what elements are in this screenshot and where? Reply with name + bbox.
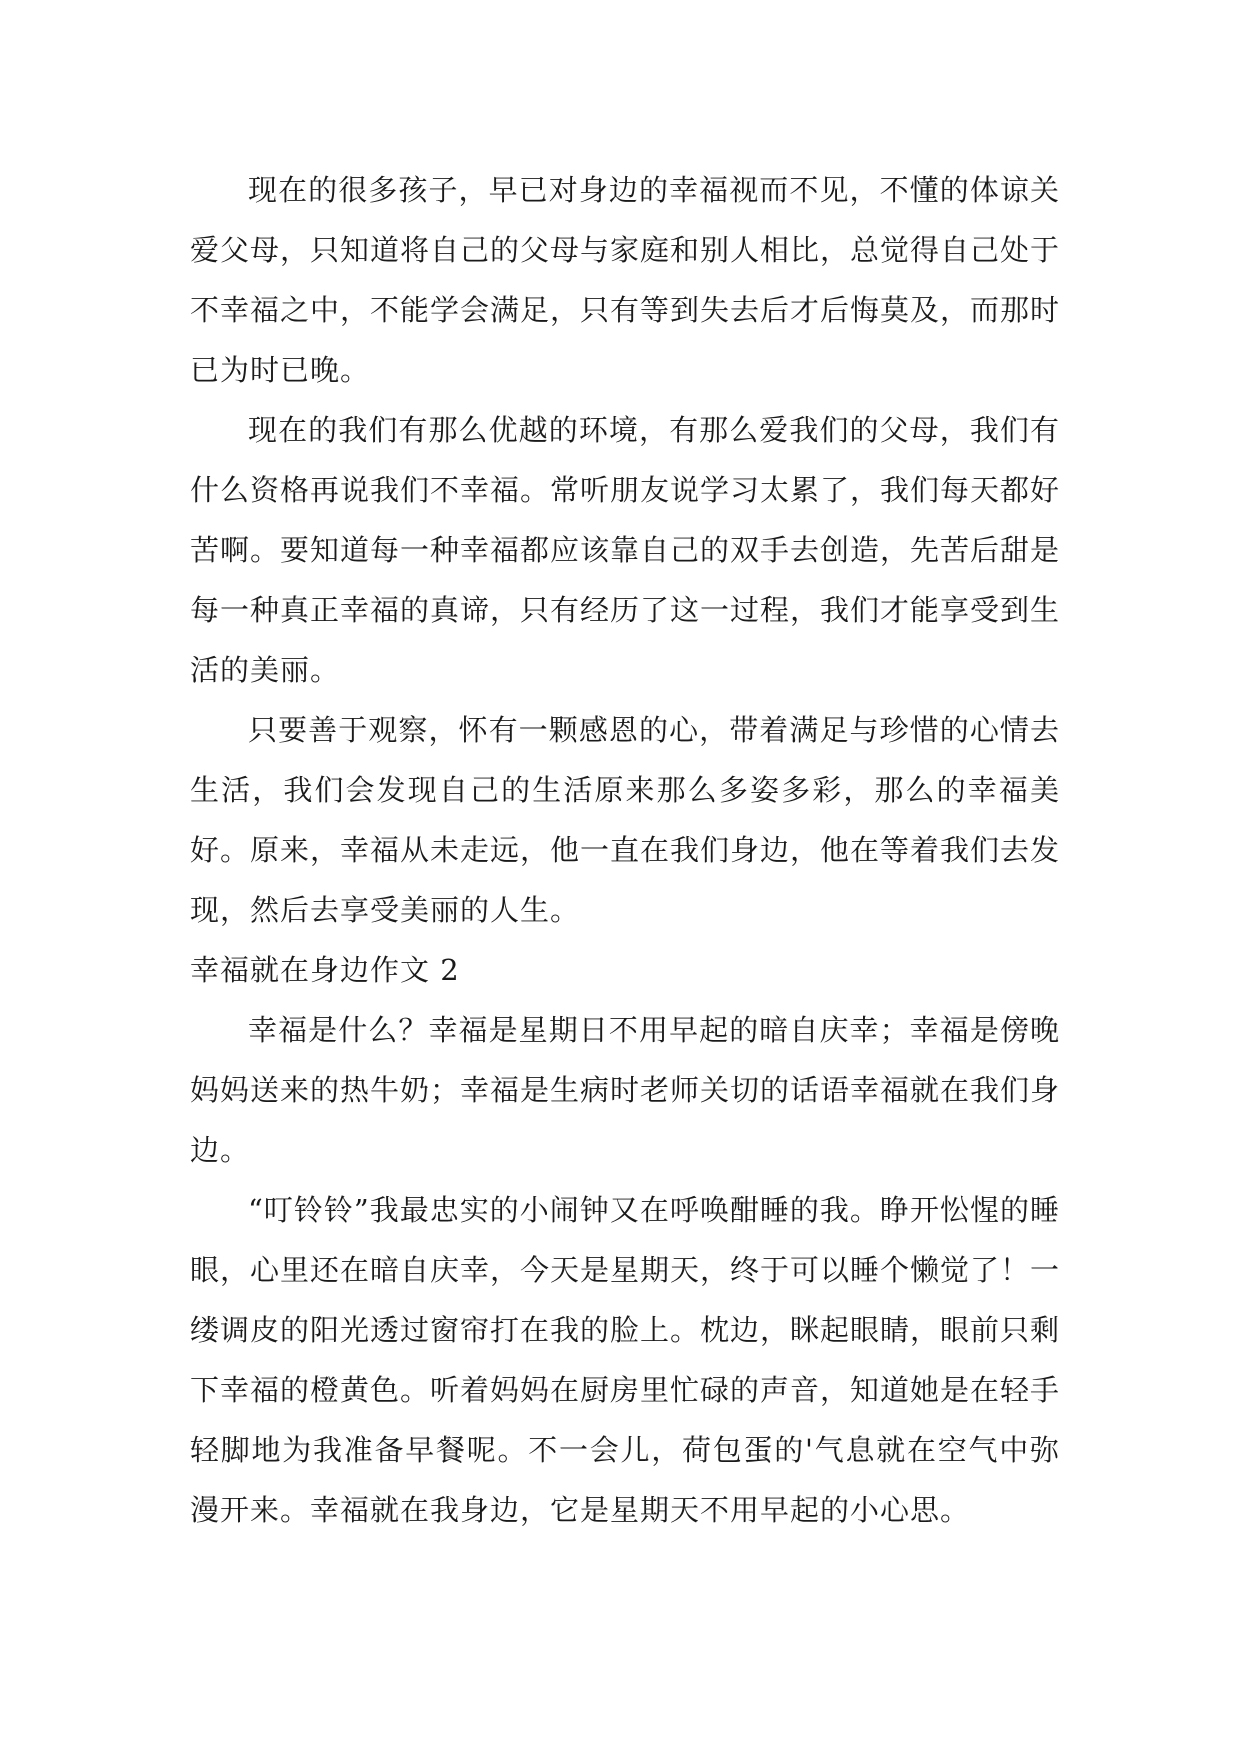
section-title: 幸福就在身边作文 2 [190, 953, 460, 987]
paragraph-5: “叮铃铃”我最忠实的小闹钟又在呼唤酣睡的我。睁开忪惺的睡眼，心里还在暗自庆幸，今天是星期天，终于可以睡个懒觉了！一缕调皮的阳光透过窗帘打在我的脸上。枕边，眯起眼睛，眼前只剩下幸福的橙黄色。听着妈妈在厨房里忙碌的声音，知道她是在轻手轻脚地为我准备早餐呢。不一会儿，荷包蛋的'气息就在空气中弥漫开来。幸福就在我身边，它是星期天不用早起的小心思。 [190, 1193, 1061, 1527]
paragraph-3: 只要善于观察，怀有一颗感恩的心，带着满足与珍惜的心情去生活，我们会发现自己的生活原来那么多姿多彩，那么的幸福美好。原来，幸福从未走远，他一直在我们身边，他在等着我们去发现，然后去享受美丽的人生。 [190, 713, 1061, 927]
paragraph-2: 现在的我们有那么优越的环境，有那么爱我们的父母，我们有什么资格再说我们不幸福。常听朋友说学习太累了，我们每天都好苦啊。要知道每一种幸福都应该靠自己的双手去创造，先苦后甜是每一种真正幸福的真谛，只有经历了这一过程，我们才能享受到生活的美丽。 [190, 413, 1061, 687]
paragraph-4: 幸福是什么？幸福是星期日不用早起的暗自庆幸；幸福是傍晚妈妈送来的热牛奶；幸福是生病时老师关切的话语幸福就在我们身边。 [190, 1013, 1061, 1167]
paragraph-1: 现在的很多孩子，早已对身边的幸福视而不见，不懂的体谅关爱父母，只知道将自己的父母与家庭和别人相比，总觉得自己处于不幸福之中，不能学会满足，只有等到失去后才后悔莫及，而那时已为时已晚。 [190, 173, 1061, 387]
document-page [190, 160, 1060, 1540]
